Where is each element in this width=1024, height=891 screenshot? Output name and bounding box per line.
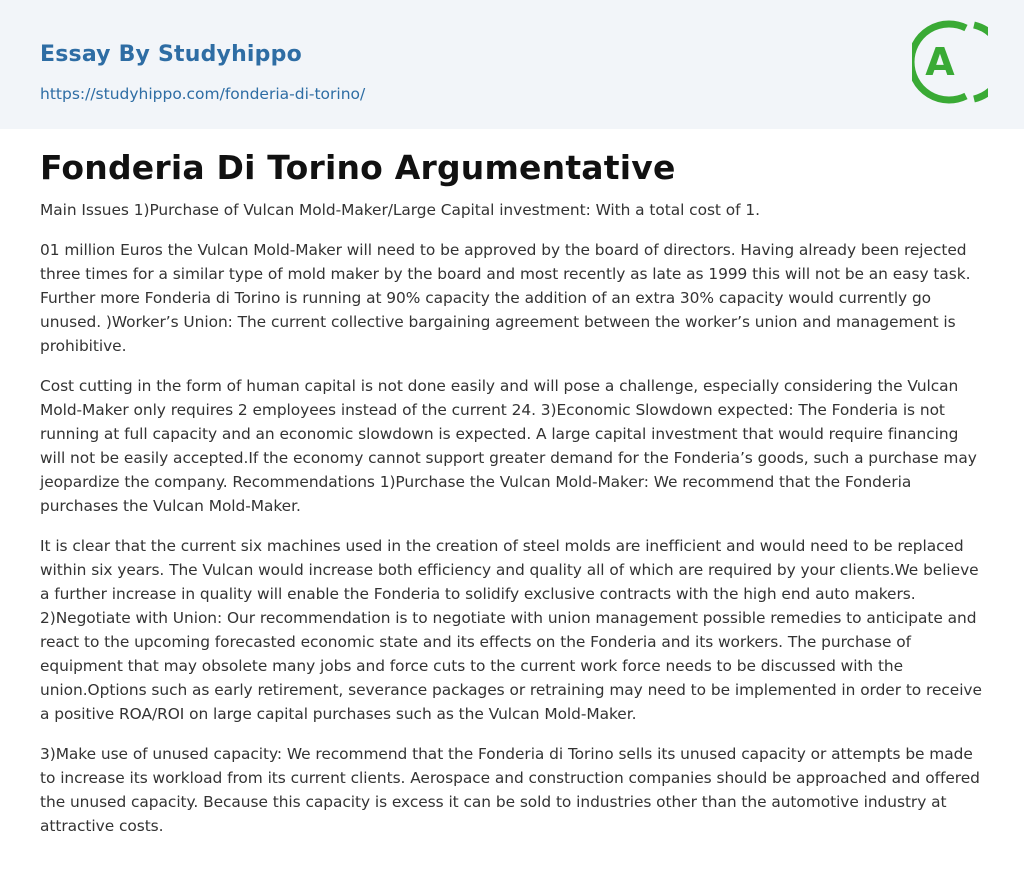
- paragraph-1: Main Issues 1)Purchase of Vulcan Mold-Maker/Large Capital investment: With a total cost of 1.: [40, 201, 760, 219]
- page-header: [0, 0, 1024, 129]
- studyhippo-logo-icon[interactable]: [912, 19, 988, 105]
- logo-letter: A: [925, 40, 955, 84]
- paragraph-4: It is clear that the current six machines used in the creation of steel molds are inefficient and would need to be replaced within six years. The Vulcan would increase both efficiency and quality all of which are required by your clients.We believe a further increase in quality will enable the Fonderia to solidify exclusive contracts with the high end auto makers. 2)Negotiate with Union: Our recommendation is to negotiate with union management possible remedies to anticipate and react to the upcoming forecasted economic state and its effects on the Fonderia and its workers. The purchase of equipment that may obsolete many jobs and force cuts to the current work force needs to be discussed with the union.Options such as early retirement, severance packages or retraining may need to be implemented in order to receive a positive ROA/ROI on large capital purchases such as the Vulcan Mold-Maker.: [40, 537, 982, 723]
- essay-url-link[interactable]: https://studyhippo.com/fonderia-di-torino/: [40, 85, 366, 103]
- page-title: Fonderia Di Torino Argumentative: [40, 148, 676, 187]
- brand-title: Essay By Studyhippo: [40, 42, 302, 67]
- paragraph-3: Cost cutting in the form of human capital is not done easily and will pose a challenge, especially considering the Vulcan Mold-Maker only requires 2 employees instead of the current 24. 3)Economic Slowdown expected: The Fonderia is not running at full capacity and an economic slowdown is expected. A large capital investment that would require financing will not be easily accepted.If the economy cannot support greater demand for the Fonderia’s goods, such a purchase may jeopardize the company. Recommendations 1)Purchase the Vulcan Mold-Maker: We recommend that the Fonderia purchases the Vulcan Mold-Maker.: [40, 377, 977, 515]
- paragraph-2: 01 million Euros the Vulcan Mold-Maker will need to be approved by the board of directors. Having already been rejected three times for a similar type of mold maker by the board and most recently as late as 1999 this will not be an easy task. Further more Fonderia di Torino is running at 90% capacity the addition of an extra 30% capacity would currently go unused. )Worker’s Union: The current collective bargaining agreement between the worker’s union and management is prohibitive.: [40, 241, 971, 355]
- paragraph-5: 3)Make use of unused capacity: We recommend that the Fonderia di Torino sells its unused capacity or attempts be made to increase its workload from its current clients. Aerospace and construction companies should be approached and offered the unused capacity. Because this capacity is excess it can be sold to industries other than the automotive industry at attractive costs.: [40, 745, 980, 835]
- article-body: [40, 146, 986, 854]
